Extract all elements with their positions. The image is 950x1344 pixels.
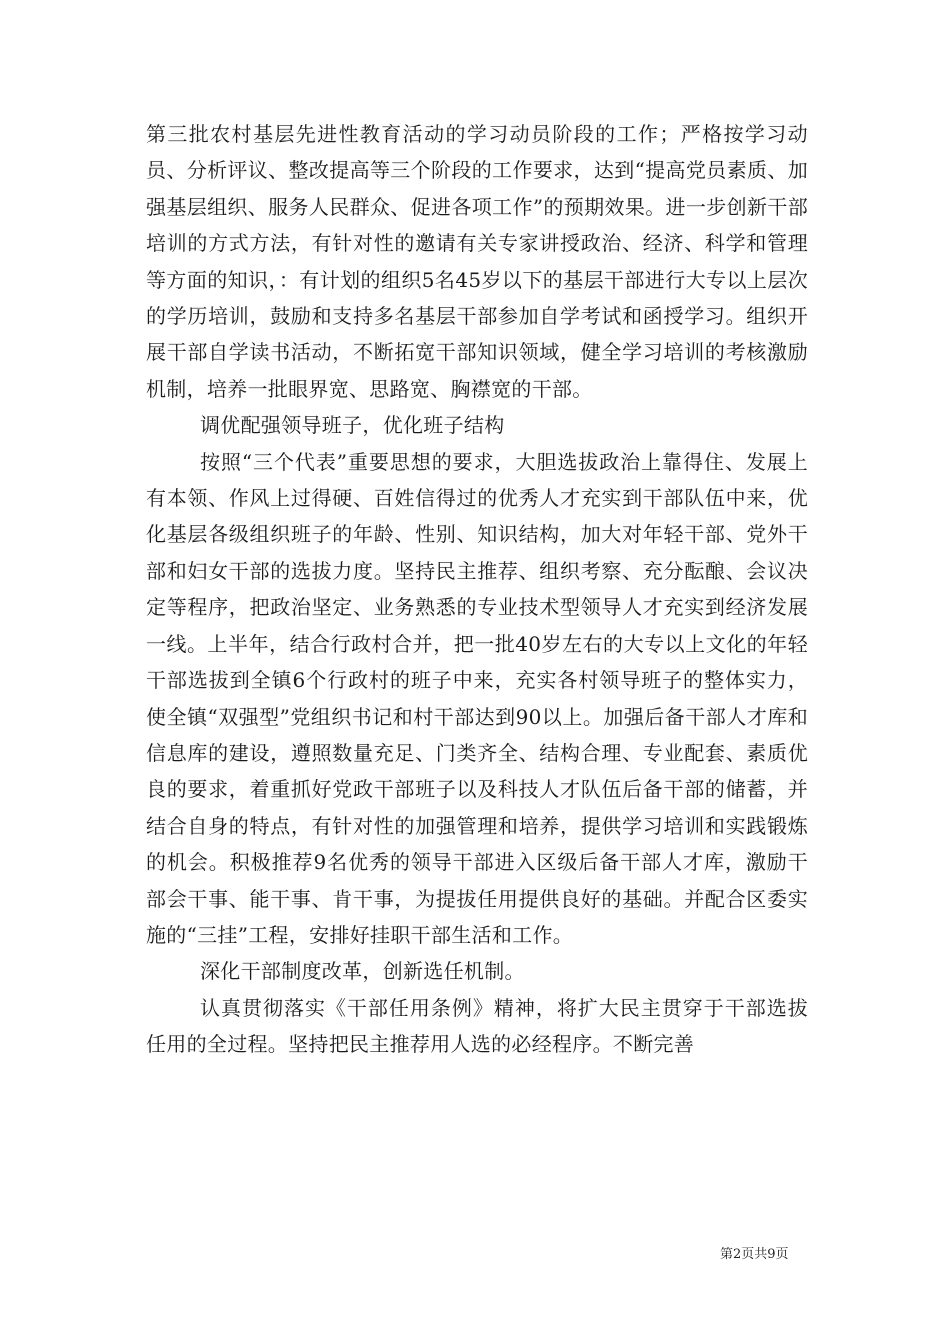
page-number: 第2页共9页 xyxy=(720,1247,789,1262)
section-heading-reform: 深化干部制度改革，创新选任机制。 xyxy=(200,959,525,984)
paragraph-2: 按照“三个代表”重要思想的要求，大胆选拔政治上靠得住、发展上有本领、作风上过得硬、百姓信得过的优秀人才充实到干部队伍中来，优化基层各级组织班子的年龄、性别、知识结构，加大对年轻干部、党外干部和妇女干部的选拔力度。坚持民主推荐、组织考察、充分酝酿、会议决定等程序，把政治坚定、业务熟悉的专业技术型领导人才充实到经济发展一线。上半年，结合行政村合并，把一批40岁左右的大专以上文化的年轻干部选拔到全镇6个行政村的班子中来，充实各村领导班子的整体实力，使全镇“双强型”党组织书记和村干部达到90以上。加强后备干部人才库和信息库的建设，遵照数量充足、门类齐全、结构合理、专业配套、素质优良的要求，着重抓好党政干部班子以及科技人才队伍后备干部的储蓄，并结合自身的特点，有针对性的加强管理和培养，提供学习培训和实践锻炼的机会。积极推荐9名优秀的领导干部进入区级后备干部人才库，激励干部会干事、能干事、肯干事，为提拔任用提供良好的基础。并配合区委实施的“三挂”工程，安排好挂职干部生活和工作。 xyxy=(146,449,808,947)
document-body xyxy=(146,116,808,1063)
paragraph-1: 第三批农村基层先进性教育活动的学习动员阶段的工作；严格按学习动员、分析评议、整改提高等三个阶段的工作要求，达到“提高党员素质、加强基层组织、服务人民群众、促进各项工作”的预期效果。进一步创新干部培训的方式方法，有针对性的邀请有关专家讲授政治、经济、科学和管理等方面的知识，：有计划的组织5名45岁以下的基层干部进行大专以上层次的学历培训，鼓励和支持多名基层干部参加自学考试和函授学习。组织开展干部自学读书活动，不断拓宽干部知识领域，健全学习培训的考核激励机制，培养一批眼界宽、思路宽、胸襟宽的干部。 xyxy=(146,122,808,401)
paragraph-3: 认真贯彻落实《干部任用条例》精神，将扩大民主贯穿于干部选拔任用的全过程。坚持把民主推荐用人选的必经程序。不断完善 xyxy=(146,995,808,1057)
section-heading-leadership: 调优配强领导班子，优化班子结构 xyxy=(200,413,505,438)
